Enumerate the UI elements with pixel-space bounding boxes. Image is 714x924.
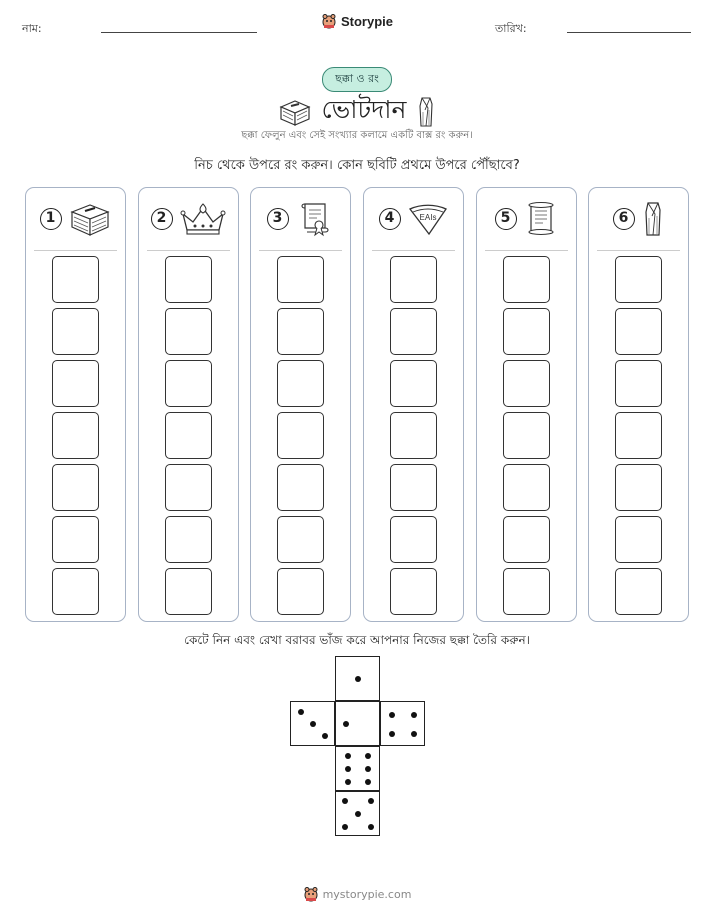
coloring-box[interactable] (52, 464, 99, 511)
coloring-box[interactable] (165, 568, 212, 615)
coloring-box[interactable] (277, 516, 324, 563)
storypie-mascot-icon (321, 13, 337, 29)
coloring-box[interactable] (165, 308, 212, 355)
coloring-box[interactable] (165, 464, 212, 511)
ballot-box-icon (68, 200, 112, 238)
coloring-box[interactable] (615, 516, 662, 563)
dice-face-3 (290, 701, 335, 746)
column-number: 1 (40, 208, 62, 230)
coloring-box[interactable] (277, 412, 324, 459)
column-2 (138, 187, 239, 622)
dice-face-1 (335, 656, 380, 701)
coloring-box[interactable] (390, 308, 437, 355)
coloring-box[interactable] (615, 412, 662, 459)
crown-icon (179, 202, 227, 236)
dice-instruction: কেটে নিন এবং রেখা বরাবর ভাঁজ করে আপনার নিজের ছক্কা তৈরি করুন। (184, 633, 530, 647)
column-header (589, 188, 688, 250)
column-header (364, 188, 463, 250)
column-3 (250, 187, 351, 622)
name-line[interactable] (101, 32, 257, 33)
pennant-text: EAIs (419, 213, 436, 222)
column-6 (588, 187, 689, 622)
coloring-box[interactable] (503, 256, 550, 303)
coloring-box[interactable] (390, 464, 437, 511)
coloring-box[interactable] (277, 568, 324, 615)
dice-face-1-center (335, 701, 380, 746)
coloring-box[interactable] (615, 360, 662, 407)
coloring-box[interactable] (277, 256, 324, 303)
column-number: 6 (613, 208, 635, 230)
coloring-box[interactable] (52, 568, 99, 615)
instruction: নিচ থেকে উপরে রং করুন। কোন ছবিটি প্রথমে উপরে পৌঁছাবে? (194, 158, 520, 173)
dice-face-5 (335, 791, 380, 836)
date-label: তারিখ: (495, 22, 527, 35)
column-number: 3 (267, 208, 289, 230)
coloring-box[interactable] (390, 568, 437, 615)
coloring-box[interactable] (277, 360, 324, 407)
coloring-box[interactable] (503, 360, 550, 407)
pennant-flag-icon (407, 201, 449, 237)
column-header (139, 188, 238, 250)
coloring-box[interactable] (390, 256, 437, 303)
coloring-box[interactable] (52, 256, 99, 303)
column-header (477, 188, 576, 250)
toga-icon (641, 200, 665, 238)
coloring-box[interactable] (165, 256, 212, 303)
subtitle: ছক্কা ফেলুন এবং সেই সংখ্যার কলামে একটি বাক্স রং করুন। (241, 130, 473, 141)
parchment-scroll-icon (523, 200, 559, 238)
coloring-box[interactable] (503, 568, 550, 615)
coloring-box[interactable] (503, 464, 550, 511)
column-5 (476, 187, 577, 622)
coloring-box[interactable] (165, 516, 212, 563)
coloring-box[interactable] (615, 568, 662, 615)
dice-net (290, 656, 425, 836)
coloring-box[interactable] (390, 360, 437, 407)
coloring-box[interactable] (503, 308, 550, 355)
coloring-box[interactable] (165, 360, 212, 407)
coloring-box[interactable] (52, 412, 99, 459)
dice-face-6 (335, 746, 380, 791)
coloring-box[interactable] (615, 464, 662, 511)
coloring-box[interactable] (615, 256, 662, 303)
coloring-box[interactable] (165, 412, 212, 459)
brand-logo (0, 13, 714, 29)
column-number: 5 (495, 208, 517, 230)
coloring-box[interactable] (277, 308, 324, 355)
coloring-box[interactable] (52, 516, 99, 563)
column-4 (363, 187, 464, 622)
title-row (0, 90, 714, 133)
coloring-box[interactable] (52, 308, 99, 355)
coloring-box[interactable] (615, 308, 662, 355)
ballot-box-icon (278, 97, 312, 127)
coloring-box[interactable] (503, 516, 550, 563)
brand-name: Storypie (340, 13, 393, 29)
coloring-box[interactable] (390, 412, 437, 459)
toga-icon (416, 96, 436, 128)
coloring-box[interactable] (277, 464, 324, 511)
column-number: 4 (379, 208, 401, 230)
footer-url[interactable]: mystorypie.com (322, 887, 412, 901)
footer (0, 886, 714, 902)
category-tag: ছক্কা ও রং (322, 67, 392, 92)
name-label: নাম: (22, 22, 42, 35)
date-line[interactable] (567, 32, 691, 33)
column-header (251, 188, 350, 250)
column-1 (25, 187, 126, 622)
column-number: 2 (151, 208, 173, 230)
dice-face-4 (380, 701, 425, 746)
coloring-box[interactable] (52, 360, 99, 407)
diploma-scroll-icon (295, 200, 335, 238)
coloring-box[interactable] (503, 412, 550, 459)
coloring-box[interactable] (390, 516, 437, 563)
column-header (26, 188, 125, 250)
storypie-mascot-icon (303, 886, 319, 902)
page-title: ভোটদান (321, 95, 407, 124)
